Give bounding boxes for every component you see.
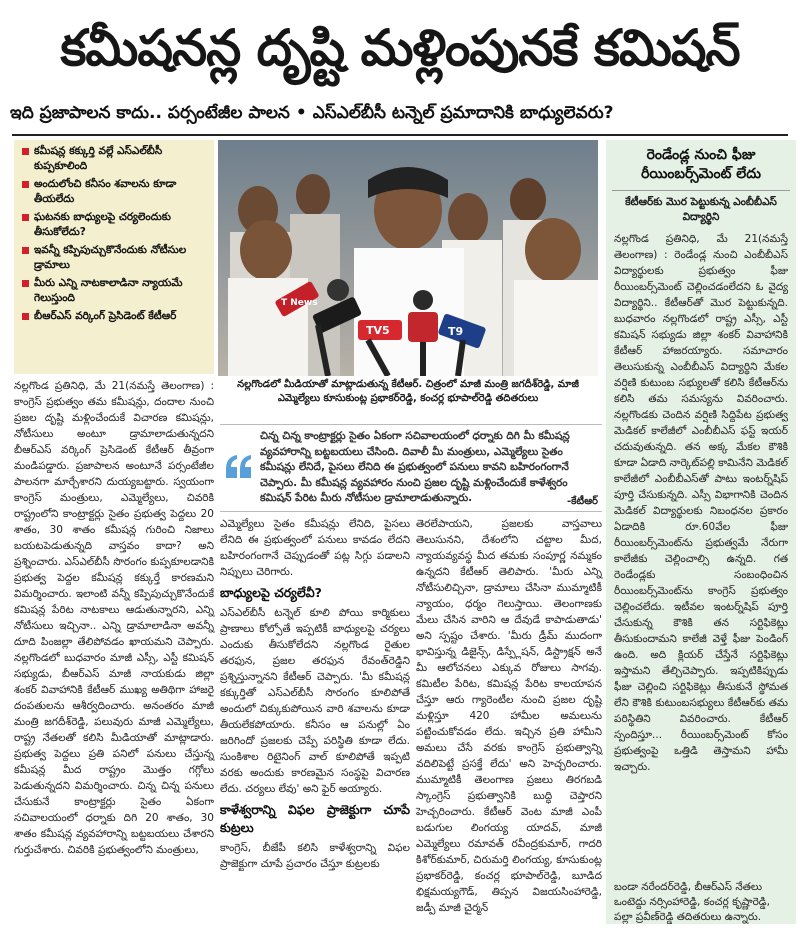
sidebar-subheadline: కేటీఆర్‌కు మొర పెట్టుకున్న ఎంబీబీఎస్ విద్యార్థిని: [612, 190, 790, 225]
mic-label: T9: [448, 325, 464, 338]
bullet-item: బీఆర్‌ఎస్ వర్కింగ్ ప్రెసిడెంట్ కేటీఆర్: [20, 309, 208, 324]
article-continuation: బండా నరేందర్‌రెడ్డి, బీఆర్‌ఎస్ నేతలు ఒంటెద్దు నర్సింహారెడ్డి, కంచర్ల కృష్ణారెడ్డి, పల్లా ప్రవీణ్‌రెడ్డి తదితరులు ఉన్నారు.: [614, 881, 770, 923]
bullet-item: కమీషన్ల కక్కుర్తి వల్లే ఎస్‌ఎల్‌బీసీ కుప్పకూలింది: [20, 144, 208, 174]
quote-icon: [224, 451, 254, 481]
quote-text: చిన్న చిన్న కాంట్రాక్టర్లు సైతం ఏకంగా సచివాలయంలో ధర్నాకు దిగి మీ కమీషన్ల వ్యవహారాన్ని బట్టబయలు చేసింది. దివాలీ మీ మంత్రులు, ఎమ్మెల్యేలు సైతం కమీషన్లు లేనిదే, పైసలు లేనిది ఈ ప్రభుత్వంలో పనులు కావని బహిరంగంగానే చెప్పారు. మీ కమీషన్ల వ్యవహారం నుంచి ప్రజల దృష్టి మళ్లించేందుకే కాళేశ్వరం కమిషన్ పేరిట మీరు నోటీసుల డ్రామాలాడుతున్నారు.: [260, 430, 570, 504]
article-column-1: నల్లగొండ ప్రతినిధి, మే 21(నమస్తే తెలంగాణ) : కాంగ్రెస్ ప్రభుత్వం తమ కమీషన్లు, దందాల నుంచి ప్రజల దృష్టి మళ్లించేందుకే విచారణ కమిషన్లు, నోటీసులు అంటూ డ్రామాలాడుతున్నదని బీఆర్‌ఎస్ వర్కింగ్ ప్రెసిడెంట్ కేటీఆర్ తీవ్రంగా మండిపడ్డారు. ప్రజాపాలన అంటూనే పర్సంటేజీల పాలనగా మార్చేశారని దుయ్యబట్టారు. స్వయంగా కాంగ్రెస్ మంత్రులు, ఎమ్మెల్యేలు, చివరికి రాష్ట్రంలోని కాంట్రాక్టర్లు సైతం ప్రభుత్వ పెద్దలు 20 శాతం, 30 శాతం కమీషన్ల గురించి నిజాలు బయటపెడుతున్నది వాస్తవం కాదా? అని ప్రశ్నించారు. ఎస్‌ఎల్‌బీసీ సొరంగం కుప్పకూలడానికి ప్రభుత్వ పెద్దల కమీషన్ల కక్కుర్తే కారణమని విమర్శించారు. ఇలాంటి వన్నీ కప్పిపుచ్చుకొనేందుకే కమిషన్ల పేరిట నాటకాలు ఆడుతున్నారని, ఎన్ని నోటీసులు ఇచ్చినా.. ఎన్ని డ్రామాలాడినా అవన్నీ దూది పింజల్లా తేలిపోవడం ఖాయమని చెప్పారు. నల్లగొండలో బుధవారం మాజీ ఎస్సీ, ఎస్టీ కమిషన్ సభ్యుడు, బీఆర్‌ఎస్ మాజీ నాయకుడు జిల్లా శంకర్ వివాహానికి కేటీఆర్ ముఖ్య అతిథిగా హాజరై దంపతులను ఆశీర్వదించారు. అనంతరం మాజీ మంత్రి జగదీశ్‌రెడ్డి, పలువురు మాజీ ఎమ్మెల్యేలు, రాష్ట్ర నేతలతో కలిసి మీడియాతో మాట్లాడారు. ప్రభుత్వ పెద్దలు ప్రతి పనిలో పనులు చేస్తున్న కమీషన్ల మీద రాష్ట్రం మొత్తం గగ్గోలు పెడుతున్నదని విమర్శించారు. చిన్న చిన్న పనులు చేసుకునే కాంట్రాక్టర్లు సైతం ఏకంగా సచివాలయంలో ధర్నాకు దిగి 20 శాతం, 30 శాతం కమీషన్ల వ్యవహారాన్ని బట్టబయలు చేశారని గుర్తుచేశారు. చివరికి ప్రభుత్వంలోని మంత్రులు,: [14, 380, 214, 856]
bullet-dot: •: [295, 103, 307, 123]
subhead: [10, 96, 795, 130]
headline: కమీషనన్ల దృష్టి మళ్లింపునకే కమిషన్: [60, 19, 740, 77]
pull-quote: [220, 424, 602, 512]
bullet-item: ఘటనకు బాధ్యులపై చర్యలెందుకు తీసుకోలేదు?: [20, 210, 208, 240]
article-column-3: తెరలేపాయని, ప్రజలకు వాస్తవాలు తెలుసునని, దేశంలోని చట్టాల మీద, న్యాయవ్యవస్థ మీద తమకు సంపూర్ణ నమ్మకం ఉన్నదని కేటీఆర్ తెలిపారు. 'మీరు ఎన్ని నోటీసులిచ్చినా, డ్రామాలు చేసినా ముమ్మాటికీ న్యాయం, ధర్మం గెలుస్తాయి. తెలంగాణకు మేలు చేసిన వారిని ఆ దేవుడే కాపాడుతాడు' అని స్పష్టం చేశారు. 'మీరు డ్రీమ్ ముదంగా భావిస్తున్న డిజైన్స్, డిస్ప్లేషన్, డిస్ట్రాక్షన్ అనే మీ ఆలోచనలు ఎక్కువ రోజులు సాగవు. కమిటీల పేరిట, కమిషన్ల పేరిట కాలయాపన చేస్తూ ఆరు గ్యారెంటీల నుంచి ప్రజల దృష్టి మళ్లిస్తూ 420 హామీల అమలును పట్టించుకోవడం లేదు. ఇచ్చిన ప్రతి హామీని అమలు చేసే వరకు కాంగ్రెస్ ప్రభుత్వాన్ని వదిలిపెట్టే ప్రసక్తే లేదు' అని హెచ్చరించారు. ముమ్మాటికీ తెలంగాణ ప్రజలు తిరగబడి స్కాంగ్రెస్ ప్రభుత్వానికి బుద్ధి చెప్తారని హెచ్చరించారు. కేటీఆర్ వెంట మాజీ ఎంపీ బడుగుల లింగయ్య యాదవ్, మాజీ ఎమ్మెల్యేలు రమావత్ రవీంద్రకుమార్, గాదరి కిశోర్‌కుమార్, చిరుమర్తి లింగయ్య, కూసుకుంట్ల ప్రభాకర్‌రెడ్డి, కంచర్ల భూపాల్‌రెడ్డి, బూడిద భిక్షమయ్యగౌడ్, తిప్పన విజయసింహారెడ్డి, జడ్పీ మాజీ చైర్మన్: [416, 518, 602, 914]
photo-caption: నల్లగొండలో మీడియాతో మాట్లాడుతున్న కేటీఆర్. చిత్రంలో మాజీ మంత్రి జగదీశ్‌రెడ్డి, మాజీ ఎమ్మెల్యేలు కూసుకుంట్ల ప్రభాకర్‌రెడ్డి, కంచర్ల భూపాల్‌రెడ్డి తదితరులు: [237, 379, 579, 404]
bullet-item: మీరు ఎన్ని నాటకాలాడినా న్యాయమే గెలుస్తుంది: [20, 276, 208, 306]
section-heading: కాళేశ్వరాన్ని విఫల ప్రాజెక్టుగా చూపే కుట్రలు: [220, 802, 410, 835]
sidebar-story: [606, 140, 796, 924]
bullet-item: అందులోంచి కనీసం శవాలను కూడా తీయలేదు: [20, 177, 208, 207]
mic-label: TV5: [366, 324, 390, 337]
section-heading: బాధ్యులపై చర్యలేవీ?: [220, 585, 322, 600]
sidebar-headline: రెండేండ్ల నుంచి ఫీజు రీయింబర్స్‌మెంట్ లేదు: [641, 147, 761, 182]
sidebar-body: నల్లగొండ ప్రతినిధి, మే 21(నమస్తే తెలంగాణ) : రెండేండ్ల నుంచి ఎంబీబీఎస్ విద్యార్థులకు ప్రభుత్వం ఫీజు రీయింబర్స్‌మెంట్ చెల్లించడంలేదని ఓ వైద్య విద్యార్థిని.. కేటీఆర్‌తో మొర పెట్టుకున్నది. బుధవారం నల్లగొండలో రాష్ట్ర ఎస్సీ, ఎస్టీ కమిషన్ సభ్యుడు జిల్లా శంకర్ వివాహానికి కేటీఆర్ హాజరయ్యారు. సమాచారం తెలుసుకున్న ఎంబీబీఎస్ విద్యార్థిని మేకల వర్షిణి కుటుంబ సభ్యులతో కలిసి కేటీఆర్‌ను కలిసి తమ సమస్యను వివరించారు. నల్లగొండకు చెందిన వర్షిణి సిద్దిపేట ప్రభుత్వ మెడికల్ కాలేజీలో ఎంబీబీఎస్ ఫస్ట్ ఇయర్ చదువుతున్నది. తన అక్క మేకల కౌశికి కూడా ఏడాది నార్కెట్‌పల్లి కామినేని మెడికల్ కాలేజీలో ఎంబీబీఎస్‌తో పాటు ఇంటర్న్‌షిప్ పూర్తి చేసుకున్నది. ఎస్సీ విభాగానికి చెందిన మెడికల్ విద్యార్థులకు నిబంధనల ప్రకారం ఏడాదికి రూ.60వేల ఫీజు రీయింబర్స్‌మెంట్‌ను ప్రభుత్వమే నేరుగా కాలేజీకు చెల్లించాల్సి ఉన్నది. గత రెండేండ్లకు సంబంధించిన రీయింబర్స్‌మెంట్‌ను కాంగ్రెస్ ప్రభుత్వం చెల్లించలేదు. ఇటీవల ఇంటర్న్‌షిప్ పూర్తి చేసుకున్న కౌశికి తన సర్టిఫికెట్లు తీసుకుందామని కాలేజీ వెళ్తే ఫీజు పెండింగ్ ఉంది. అది క్లియర్ చేస్తేనే సర్టిఫికెట్లు ఇస్తామని తేల్చిచెప్పారు. ఇప్పటికిప్పుడు ఫీజు చెల్లించి సర్టిఫికెట్లు తీసుకునే స్థోమత లేని కౌశికి కుటుంబసభ్యులు కేటీఆర్‌కు తమ పరిస్థితిని వివరించారు. కేటీఆర్ స్పందిస్తూ... రీయింబర్స్‌మెంట్ కోసం ప్రభుత్వంపై ఒత్తిడి తెస్తామని హామీ ఇచ్చారు.: [614, 233, 788, 773]
article-column-2: [220, 516, 410, 924]
mic-label: T News: [281, 298, 318, 308]
headline-rule: [12, 134, 788, 136]
bullet-item: ఇవన్నీ కప్పిపుచ్చుకొనేందుకు నోటీసుల డ్రామాలు: [20, 243, 208, 273]
quote-author: -కేటీఆర్: [566, 496, 598, 507]
press-photo-illustration: [218, 140, 598, 376]
subhead-left: ఇది ప్రజాపాలన కాదు.. పర్సంటేజీల పాలన: [10, 103, 290, 123]
paragraph: కాంగ్రెస్, బీజేపీ కలిసి కాళేశ్వరాన్ని విఫల ప్రాజెక్టుగా చూపే ప్రచారం చేస్తూ కుట్రలకు: [220, 842, 410, 870]
subhead-right: ఎస్‌ఎల్‌బీసీ టన్నెల్ ప్రమాదానికి బాధ్యులెవరు?: [312, 103, 614, 123]
highlight-bullets: [14, 140, 214, 374]
press-photo: [218, 140, 598, 376]
paragraph: ఎస్‌ఎల్‌బీసీ టన్నెల్ కూలి పోయి కార్మికులు ప్రాణాలు కోల్పోతే ఇప్పటికీ బాధ్యులపై చర్యలు ఎందుకు తీసుకోలేదని నల్లగొండ రైతుల తరఫున, ప్రజల తరఫున రేవంత్‌రెడ్డిని ప్రశ్నిస్తున్నానని కేటీఆర్ చెప్పారు. 'మీ కమీషన్ల కక్కుర్తితో ఎస్‌ఎల్‌బీసీ సొరంగం కూలిపోతే అందులో చిక్కుకుపోయిన వారి శవాలను కూడా తీయలేకపోయారు. కనీసం ఆ పనుల్లో ఏం జరిగిందో ప్రజలకు చెప్పే పరిస్థితి కూడా లేదు. సుంకిశాల రిటైనింగ్ వాల్ కూలిపోతే ఇప్పటి వరకు అందుకు కారణమైన సంస్థపై విచారణ లేదు. చర్యలు లేవు' అని ఫైర్ అయ్యారు.: [220, 607, 410, 795]
paragraph: ఎమ్మెల్యేలు సైతం కమీషన్లు లేనిది, పైసలు లేనిది ఈ ప్రభుత్వంలో పనులు కావడం లేదని బహిరంగంగానే చెప్పుడంతో పట్ల సిగ్గు పడాలని నిప్పులు చెరిగారు.: [220, 518, 410, 578]
